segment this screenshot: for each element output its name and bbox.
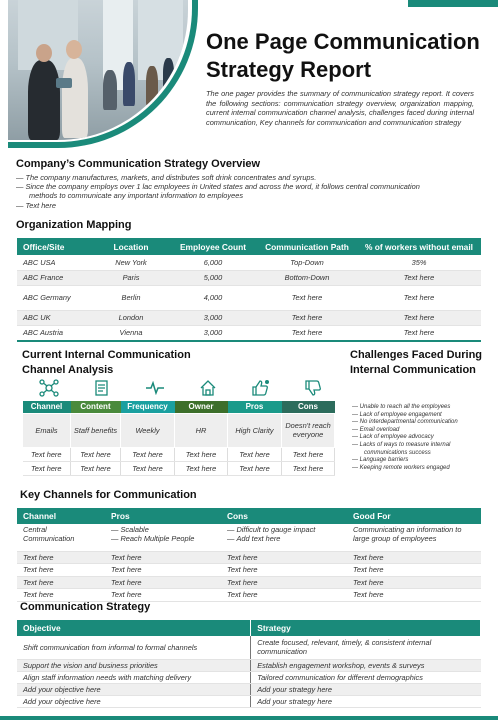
comm-strategy-heading: Communication Strategy — [20, 601, 151, 613]
channel-analysis-table — [22, 401, 335, 476]
page-title: One Page Communication Strategy Report — [206, 29, 480, 82]
kc-cell: Text here — [17, 564, 105, 577]
table-row — [17, 589, 481, 602]
org-cell: Text here — [257, 285, 357, 310]
overview-bullet: — Text here — [16, 201, 436, 210]
challenges-heading: Challenges Faced During Internal Communication — [350, 349, 483, 376]
cs-cell: Add your objective here — [17, 695, 251, 707]
org-col-header: Communication Path — [257, 238, 357, 255]
table-row — [17, 551, 481, 564]
org-cell: 4,000 — [169, 285, 257, 310]
channel-cell: Text here — [175, 447, 228, 461]
org-cell: ABC France — [17, 270, 93, 285]
org-cell: ABC UK — [17, 310, 93, 325]
pulse-icon — [128, 377, 181, 399]
cs-cell: Add your strategy here — [251, 695, 481, 707]
kc-cell: Communicating an information to large group of employees — [347, 524, 481, 551]
kc-col-header: Cons — [221, 508, 347, 524]
overview-bullet: — The company manufactures, markets, and distributes soft drink concentrates and syrups. — [16, 173, 436, 182]
org-col-header: Location — [93, 238, 169, 255]
channel-cell: HR — [175, 413, 228, 447]
cs-col-header: Objective — [17, 620, 251, 636]
kc-cell: Text here — [105, 576, 221, 589]
cs-cell: Align staff information needs with matching delivery — [17, 671, 251, 683]
cons-col-header: Cons — [282, 401, 335, 413]
channel-cell: Text here — [121, 447, 175, 461]
channel-cell: Weekly — [121, 413, 175, 447]
org-cell: Bottom-Down — [257, 270, 357, 285]
table-row — [17, 285, 481, 310]
org-cell: 6,000 — [169, 255, 257, 270]
challenge-item: — Unable to reach all the employees — [352, 404, 492, 412]
table-row — [23, 413, 335, 447]
kc-col-header: Channel — [17, 508, 105, 524]
org-cell: 35% — [357, 255, 481, 270]
home-icon — [181, 377, 234, 399]
org-cell: Berlin — [93, 285, 169, 310]
cs-cell: Shift communication from informal to formal channels — [17, 636, 251, 659]
kc-cell: Central Communication — [17, 524, 105, 551]
kc-cell: Text here — [347, 576, 481, 589]
channel-cell: Text here — [71, 461, 121, 475]
cs-cell: Create focused, relevant, timely, & consistent internal communication — [251, 636, 481, 659]
pro-item: — Scalable — [111, 525, 215, 534]
challenge-item: — Lack of employee advocacy — [352, 434, 492, 442]
kc-cell: Text here — [17, 589, 105, 602]
kc-cell: Text here — [347, 589, 481, 602]
table-row — [23, 461, 335, 475]
channel-cell: High Clarity — [228, 413, 282, 447]
org-cell: 5,000 — [169, 270, 257, 285]
org-cell: Vienna — [93, 325, 169, 340]
intro-paragraph: The one pager provides the summary of communication strategy report. It covers the following sections: communication strategy overview, organization mapping, current internal communication channel analysis, challenges faced during internal communication, Key channels for communication and communication strategy — [206, 89, 474, 127]
channel-analysis-heading: Current Internal Communication Channel Analysis — [22, 349, 191, 376]
kc-cell: Text here — [347, 551, 481, 564]
owner-col-header: Owner — [175, 401, 228, 413]
org-cell: Paris — [93, 270, 169, 285]
kc-cell: Text here — [221, 576, 347, 589]
org-cell: ABC Germany — [17, 285, 93, 310]
challenge-item: — Lacks of ways to measure internal communications success — [352, 442, 492, 457]
con-item: — Add text here — [227, 534, 341, 543]
cs-cell: Add your strategy here — [251, 683, 481, 695]
key-channels-heading: Key Channels for Communication — [20, 489, 197, 501]
challenge-item: — Language barriers — [352, 457, 492, 465]
thumbs-down-icon — [287, 377, 340, 399]
table-row — [17, 524, 481, 551]
business-people-photo — [8, 0, 188, 140]
org-cell: ABC Austria — [17, 325, 93, 340]
org-cell: Top-Down — [257, 255, 357, 270]
document-icon — [75, 377, 128, 399]
network-icon — [22, 377, 75, 399]
channel-cell: Text here — [282, 461, 335, 475]
org-mapping-heading: Organization Mapping — [16, 219, 132, 231]
org-cell: London — [93, 310, 169, 325]
cs-cell: Support the vision and business priorities — [17, 659, 251, 671]
con-item: — Difficult to gauge impact — [227, 525, 341, 534]
kc-cell: Text here — [221, 589, 347, 602]
comm-strategy-table — [17, 620, 481, 708]
channel-cell: Text here — [23, 447, 71, 461]
org-mapping-table — [17, 238, 481, 341]
channel-cell: Staff benefits — [71, 413, 121, 447]
kc-cell: Text here — [221, 551, 347, 564]
key-channels-table — [17, 508, 481, 602]
cs-cell: Tailored communication for different demographics — [251, 671, 481, 683]
org-col-header: Employee Count — [169, 238, 257, 255]
channel-col-header: Channel — [23, 401, 71, 413]
kc-cell: Text here — [347, 564, 481, 577]
kc-col-header: Pros — [105, 508, 221, 524]
org-cell: Text here — [357, 270, 481, 285]
kc-cell: Text here — [17, 551, 105, 564]
org-cell: Text here — [257, 310, 357, 325]
table-row — [23, 447, 335, 461]
hero-photo — [8, 0, 198, 148]
org-col-header: % of workers without email — [357, 238, 481, 255]
table-row — [17, 659, 481, 671]
kc-cell: Text here — [105, 589, 221, 602]
kc-cell: Text here — [105, 551, 221, 564]
channel-cell: Emails — [23, 413, 71, 447]
overview-bullets — [16, 173, 436, 210]
challenge-item: — Lack of employee engagement — [352, 412, 492, 420]
channel-cell: Text here — [282, 447, 335, 461]
challenge-item: — No interdepartmental communication — [352, 419, 492, 427]
table-row — [17, 310, 481, 325]
pro-item: — Reach Multiple People — [111, 534, 215, 543]
kc-col-header: Good For — [347, 508, 481, 524]
bottom-accent-bar — [0, 716, 498, 720]
org-cell: Text here — [357, 325, 481, 340]
table-row — [17, 671, 481, 683]
channel-cell: Doesn't reach everyone — [282, 413, 335, 447]
corner-accent-bar — [408, 0, 498, 7]
section-divider — [17, 340, 481, 342]
channel-cell: Text here — [175, 461, 228, 475]
kc-cell: Text here — [221, 564, 347, 577]
org-cell: 3,000 — [169, 310, 257, 325]
thumbs-up-icon — [234, 377, 287, 399]
table-row — [17, 636, 481, 659]
table-row — [17, 683, 481, 695]
kc-cell: Text here — [105, 564, 221, 577]
channel-icon-row — [22, 377, 342, 399]
overview-bullet: — Since the company employs over 1 lac employees in United states and across the word, it follows central communication methods to communicate any important information to employees — [16, 182, 436, 200]
frequency-col-header: Frequency — [121, 401, 175, 413]
cs-col-header: Strategy — [251, 620, 481, 636]
challenge-item: — Email overload — [352, 427, 492, 435]
content-col-header: Content — [71, 401, 121, 413]
cs-cell: Establish engagement workshop, events & surveys — [251, 659, 481, 671]
channel-cell: Text here — [228, 447, 282, 461]
org-cell: Text here — [357, 285, 481, 310]
table-row — [17, 255, 481, 270]
table-row — [17, 564, 481, 577]
channel-cell: Text here — [23, 461, 71, 475]
org-col-header: Office/Site — [17, 238, 93, 255]
channel-cell: Text here — [71, 447, 121, 461]
kc-cell — [105, 524, 221, 551]
overview-heading: Company’s Communication Strategy Overview — [16, 158, 261, 170]
kc-cell — [221, 524, 347, 551]
org-cell: 3,000 — [169, 325, 257, 340]
org-cell: New York — [93, 255, 169, 270]
cs-cell: Add your objective here — [17, 683, 251, 695]
org-cell: Text here — [357, 310, 481, 325]
table-row — [17, 576, 481, 589]
org-cell: Text here — [257, 325, 357, 340]
pros-col-header: Pros — [228, 401, 282, 413]
table-row — [17, 270, 481, 285]
kc-cell: Text here — [17, 576, 105, 589]
channel-cell: Text here — [121, 461, 175, 475]
challenges-list — [352, 404, 492, 472]
table-row — [17, 325, 481, 340]
table-row — [17, 695, 481, 707]
challenge-item: — Keeping remote workers engaged — [352, 465, 492, 473]
channel-cell: Text here — [228, 461, 282, 475]
org-cell: ABC USA — [17, 255, 93, 270]
